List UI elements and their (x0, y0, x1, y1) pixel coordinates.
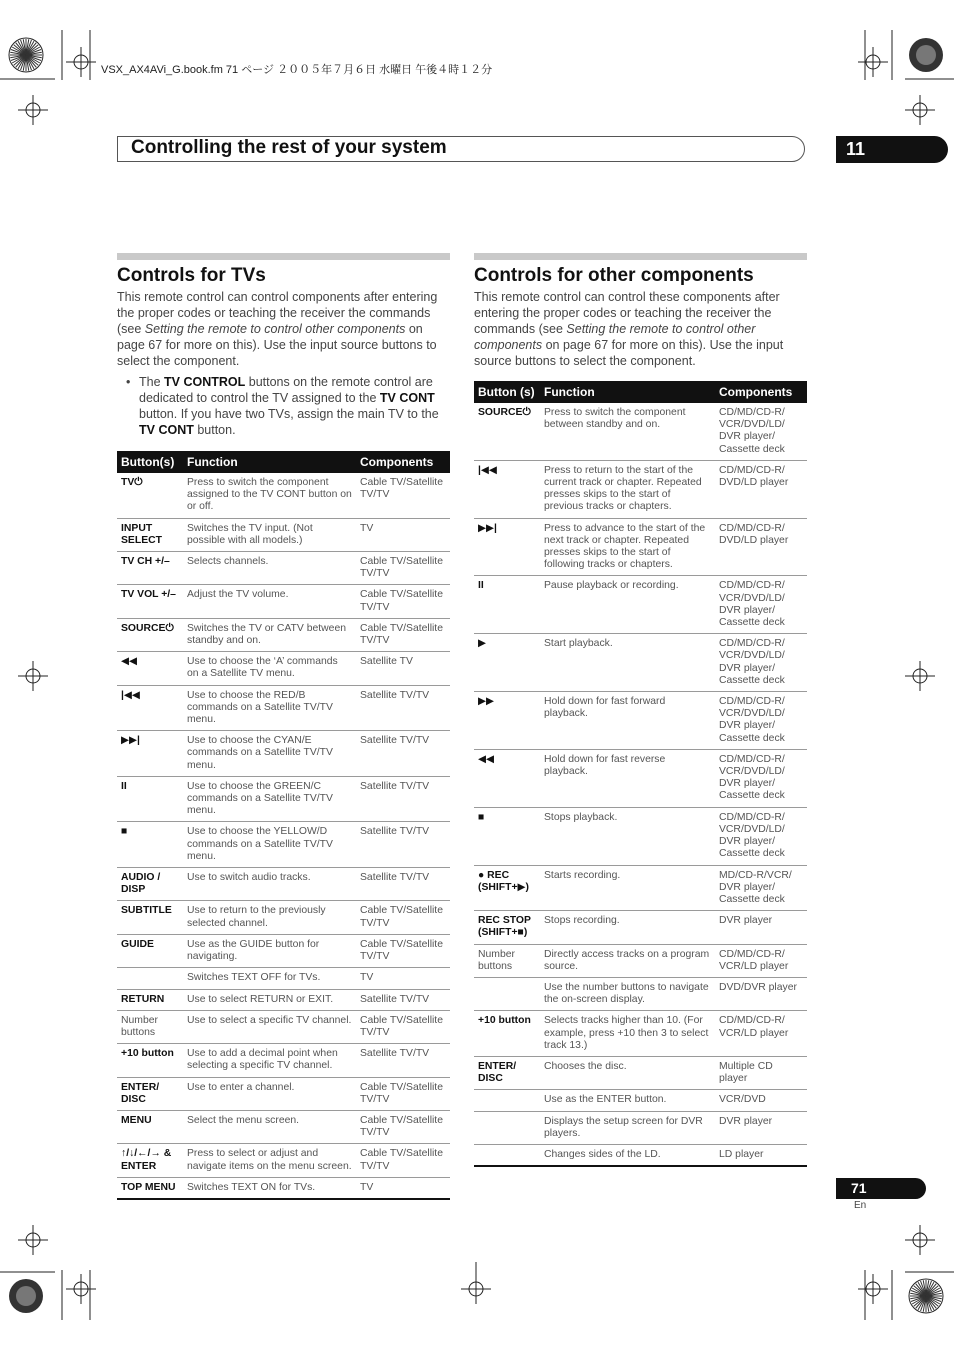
function-cell: Switches TEXT OFF for TVs. (183, 968, 356, 989)
function-cell: Use to enter a channel. (183, 1077, 356, 1110)
function-cell: Press to switch the component between standby and on. (540, 403, 715, 460)
cross-reference: Setting the remote to control other components (144, 322, 406, 336)
table-row (117, 1144, 450, 1177)
function-cell: Hold down for fast reverse playback. (540, 749, 715, 807)
components-cell: Cable TV/Satellite TV/TV (356, 1144, 450, 1177)
components-cell: DVD/DVR player (715, 977, 807, 1010)
page-title: Controlling the rest of your system (131, 137, 447, 158)
tv-section-heading: Controls for TVs (117, 265, 266, 286)
components-cell: TV (356, 1177, 450, 1199)
components-cell: CD/MD/CD-R/ DVD/LD player (715, 460, 807, 518)
components-cell: TV (356, 518, 450, 551)
table-row (474, 1144, 807, 1166)
components-cell: CD/MD/CD-R/ VCR/DVD/LD/ DVR player/ Cassette deck (715, 634, 807, 692)
button-cell: TOP MENU (117, 1177, 183, 1199)
components-cell: Satellite TV/TV (356, 685, 450, 731)
components-cell: Satellite TV/TV (356, 731, 450, 777)
table-row (117, 731, 450, 777)
button-cell: II (117, 776, 183, 822)
function-cell: Adjust the TV volume. (183, 585, 356, 618)
table-row (117, 1010, 450, 1043)
table-row (474, 692, 807, 750)
button-cell: GUIDE (117, 934, 183, 967)
table-row (117, 552, 450, 585)
function-cell: Stops playback. (540, 807, 715, 865)
bullet-icon: • (126, 375, 131, 389)
button-cell: SUBTITLE (117, 901, 183, 934)
table-row (474, 1011, 807, 1057)
button-cell (474, 1111, 540, 1144)
section-rule (117, 253, 450, 260)
components-cell: Satellite TV/TV (356, 868, 450, 901)
button-cell: SOURCE⏻ (474, 403, 540, 460)
components-cell: Satellite TV/TV (356, 989, 450, 1010)
components-cell: DVR player (715, 1111, 807, 1144)
function-cell: Switches TEXT ON for TVs. (183, 1177, 356, 1199)
components-cell: Satellite TV/TV (356, 1044, 450, 1077)
function-cell: Switches the TV input. (Not possible with all models.) (183, 518, 356, 551)
table-row (117, 618, 450, 651)
table-row (474, 911, 807, 944)
button-cell: TV⏻ (117, 473, 183, 518)
function-cell: Selects channels. (183, 552, 356, 585)
function-cell: Start playback. (540, 634, 715, 692)
button-cell: +10 button (117, 1044, 183, 1077)
button-cell: +10 button (474, 1011, 540, 1057)
components-cell: Cable TV/Satellite TV/TV (356, 901, 450, 934)
table-row (117, 776, 450, 822)
file-info-line: VSX_AX4AVi_G.book.fm 71 ページ ２００５年７月６日 水曜日 午後４時１２分 (101, 64, 493, 76)
function-cell: Press to switch the component assigned to the TV CONT button on or off. (183, 473, 356, 518)
table-row (474, 1090, 807, 1111)
button-cell: TV VOL +/– (117, 585, 183, 618)
other-section-intro: This remote control can control these components after entering the proper codes or teaching the receiver the commands (see Setting the remote to control other components on page 67 for more on this). Use the input source buttons to select the component. (474, 290, 784, 368)
table-row (117, 901, 450, 934)
button-cell: Number buttons (474, 944, 540, 977)
function-cell: Use as the ENTER button. (540, 1090, 715, 1111)
components-cell: CD/MD/CD-R/ VCR/DVD/LD/ DVR player/ Cassette deck (715, 403, 807, 460)
function-cell: Displays the setup screen for DVR players. (540, 1111, 715, 1144)
table-row (117, 1177, 450, 1199)
button-cell (474, 977, 540, 1010)
button-cell: AUDIO / DISP (117, 868, 183, 901)
other-controls-section (474, 253, 807, 1167)
function-cell: Use to select a specific TV channel. (183, 1010, 356, 1043)
function-cell: Use to return to the previously selected channel. (183, 901, 356, 934)
col-header-function: Function (540, 381, 715, 403)
col-header-buttons: Button(s) (117, 451, 183, 473)
button-cell: Number buttons (117, 1010, 183, 1043)
button-cell: REC STOP (SHIFT+■) (474, 911, 540, 944)
function-cell: Use to choose the YELLOW/D commands on a Satellite TV/TV menu. (183, 822, 356, 868)
table-row (474, 944, 807, 977)
button-cell: ▶▶ (474, 692, 540, 750)
function-cell: Use to choose the ‘A’ commands on a Satellite TV menu. (183, 652, 356, 685)
button-cell: |◀◀ (474, 460, 540, 518)
function-cell: Hold down for fast forward playback. (540, 692, 715, 750)
table-header-row (117, 451, 450, 473)
table-row (117, 1044, 450, 1077)
function-cell: Use to choose the CYAN/E commands on a Satellite TV/TV menu. (183, 731, 356, 777)
table-row (117, 585, 450, 618)
function-cell: Use as the GUIDE button for navigating. (183, 934, 356, 967)
button-cell: ● REC (SHIFT+▶) (474, 865, 540, 911)
components-cell: CD/MD/CD-R/ VCR/DVD/LD/ DVR player/ Cassette deck (715, 576, 807, 634)
table-row (117, 473, 450, 518)
components-cell: Cable TV/Satellite TV/TV (356, 1110, 450, 1143)
components-cell: Cable TV/Satellite TV/TV (356, 552, 450, 585)
table-row (474, 807, 807, 865)
table-row (474, 634, 807, 692)
table-row (117, 968, 450, 989)
components-cell: Cable TV/Satellite TV/TV (356, 934, 450, 967)
function-cell: Directly access tracks on a program source. (540, 944, 715, 977)
chapter-number: 11 (846, 139, 866, 159)
button-cell: ◀◀ (117, 652, 183, 685)
function-cell: Press to advance to the start of the next track or chapter. Repeated presses skips to the start of following tracks or chapters. (540, 518, 715, 576)
section-rule (474, 253, 807, 260)
button-cell: ▶▶| (474, 518, 540, 576)
tv-controls-table (117, 451, 450, 1200)
function-cell: Chooses the disc. (540, 1056, 715, 1089)
table-row (117, 518, 450, 551)
page-number: 71 (851, 1180, 867, 1196)
table-header-row (474, 381, 807, 403)
table-row (117, 822, 450, 868)
button-cell (117, 968, 183, 989)
function-cell: Starts recording. (540, 865, 715, 911)
components-cell: CD/MD/CD-R/ VCR/DVD/LD/ DVR player/ Cassette deck (715, 807, 807, 865)
components-cell: Multiple CD player (715, 1056, 807, 1089)
button-cell: ◀◀ (474, 749, 540, 807)
button-cell: SOURCE⏻ (117, 618, 183, 651)
components-cell: LD player (715, 1144, 807, 1166)
col-header-function: Function (183, 451, 356, 473)
table-row (474, 518, 807, 576)
col-header-buttons: Button (s) (474, 381, 540, 403)
table-row (117, 1077, 450, 1110)
col-header-components: Components (356, 451, 450, 473)
components-cell: Satellite TV (356, 652, 450, 685)
function-cell: Changes sides of the LD. (540, 1144, 715, 1166)
components-cell: CD/MD/CD-R/ VCR/LD player (715, 944, 807, 977)
components-cell: MD/CD-R/VCR/ DVR player/ Cassette deck (715, 865, 807, 911)
components-cell: Cable TV/Satellite TV/TV (356, 1077, 450, 1110)
function-cell: Stops recording. (540, 911, 715, 944)
button-cell: ■ (474, 807, 540, 865)
function-cell: Use to switch audio tracks. (183, 868, 356, 901)
button-cell: ↑/↓/←/→ & ENTER (117, 1144, 183, 1177)
page-number-badge (836, 1178, 926, 1199)
table-row (474, 1111, 807, 1144)
components-cell: CD/MD/CD-R/ DVD/LD player (715, 518, 807, 576)
table-row (474, 460, 807, 518)
function-cell: Use the number buttons to navigate the on-screen display. (540, 977, 715, 1010)
other-controls-table (474, 381, 807, 1167)
components-cell: TV (356, 968, 450, 989)
table-row (117, 868, 450, 901)
button-cell: RETURN (117, 989, 183, 1010)
button-cell (474, 1090, 540, 1111)
button-cell: TV CH +/– (117, 552, 183, 585)
table-row (474, 1056, 807, 1089)
components-cell: CD/MD/CD-R/ VCR/DVD/LD/ DVR player/ Cassette deck (715, 749, 807, 807)
button-cell: ▶ (474, 634, 540, 692)
col-header-components: Components (715, 381, 807, 403)
components-cell: Satellite TV/TV (356, 822, 450, 868)
button-cell: ▶▶| (117, 731, 183, 777)
cross-reference: Setting the remote to control other components (474, 322, 756, 352)
components-cell: VCR/DVD (715, 1090, 807, 1111)
button-cell: ENTER/ DISC (117, 1077, 183, 1110)
function-cell: Use to choose the GREEN/C commands on a Satellite TV/TV menu. (183, 776, 356, 822)
function-cell: Use to add a decimal point when selecting a specific TV channel. (183, 1044, 356, 1077)
table-row (474, 749, 807, 807)
tv-controls-section (117, 253, 450, 1200)
table-row (117, 934, 450, 967)
function-cell: Selects tracks higher than 10. (For example, press +10 then 3 to select track 13.) (540, 1011, 715, 1057)
table-row (117, 1110, 450, 1143)
button-cell: INPUT SELECT (117, 518, 183, 551)
table-row (474, 977, 807, 1010)
table-row (117, 989, 450, 1010)
tv-section-intro: This remote control can control components after entering the proper codes or teaching the receiver the commands (see Setting the remote to control other components on page 67 for more on this). Use the input source buttons to select the component. (117, 290, 438, 368)
components-cell: CD/MD/CD-R/ VCR/DVD/LD/ DVR player/ Cassette deck (715, 692, 807, 750)
function-cell: Press to return to the start of the current track or chapter. Repeated presses skips to the start of previous tracks or chapters. (540, 460, 715, 518)
button-cell (474, 1144, 540, 1166)
button-cell: II (474, 576, 540, 634)
function-cell: Use to choose the RED/B commands on a Satellite TV/TV menu. (183, 685, 356, 731)
table-row (474, 865, 807, 911)
tv-control-note: • The TV CONTROL buttons on the remote control are dedicated to control the TV assigned to the TV CONT button. If you have two TVs, assign the main TV to the TV CONT button. (126, 375, 439, 437)
button-cell: ENTER/ DISC (474, 1056, 540, 1089)
button-cell: MENU (117, 1110, 183, 1143)
function-cell: Press to select or adjust and navigate items on the menu screen. (183, 1144, 356, 1177)
components-cell: Cable TV/Satellite TV/TV (356, 473, 450, 518)
table-row (117, 652, 450, 685)
function-cell: Switches the TV or CATV between standby and on. (183, 618, 356, 651)
components-cell: CD/MD/CD-R/ VCR/LD player (715, 1011, 807, 1057)
components-cell: Cable TV/Satellite TV/TV (356, 585, 450, 618)
components-cell: Satellite TV/TV (356, 776, 450, 822)
other-section-heading: Controls for other components (474, 265, 754, 286)
function-cell: Select the menu screen. (183, 1110, 356, 1143)
button-cell: |◀◀ (117, 685, 183, 731)
language-code: En (854, 1200, 867, 1211)
button-cell: ■ (117, 822, 183, 868)
function-cell: Pause playback or recording. (540, 576, 715, 634)
table-row (117, 685, 450, 731)
table-row (474, 403, 807, 460)
components-cell: Cable TV/Satellite TV/TV (356, 1010, 450, 1043)
components-cell: Cable TV/Satellite TV/TV (356, 618, 450, 651)
table-row (474, 576, 807, 634)
components-cell: DVR player (715, 911, 807, 944)
function-cell: Use to select RETURN or EXIT. (183, 989, 356, 1010)
